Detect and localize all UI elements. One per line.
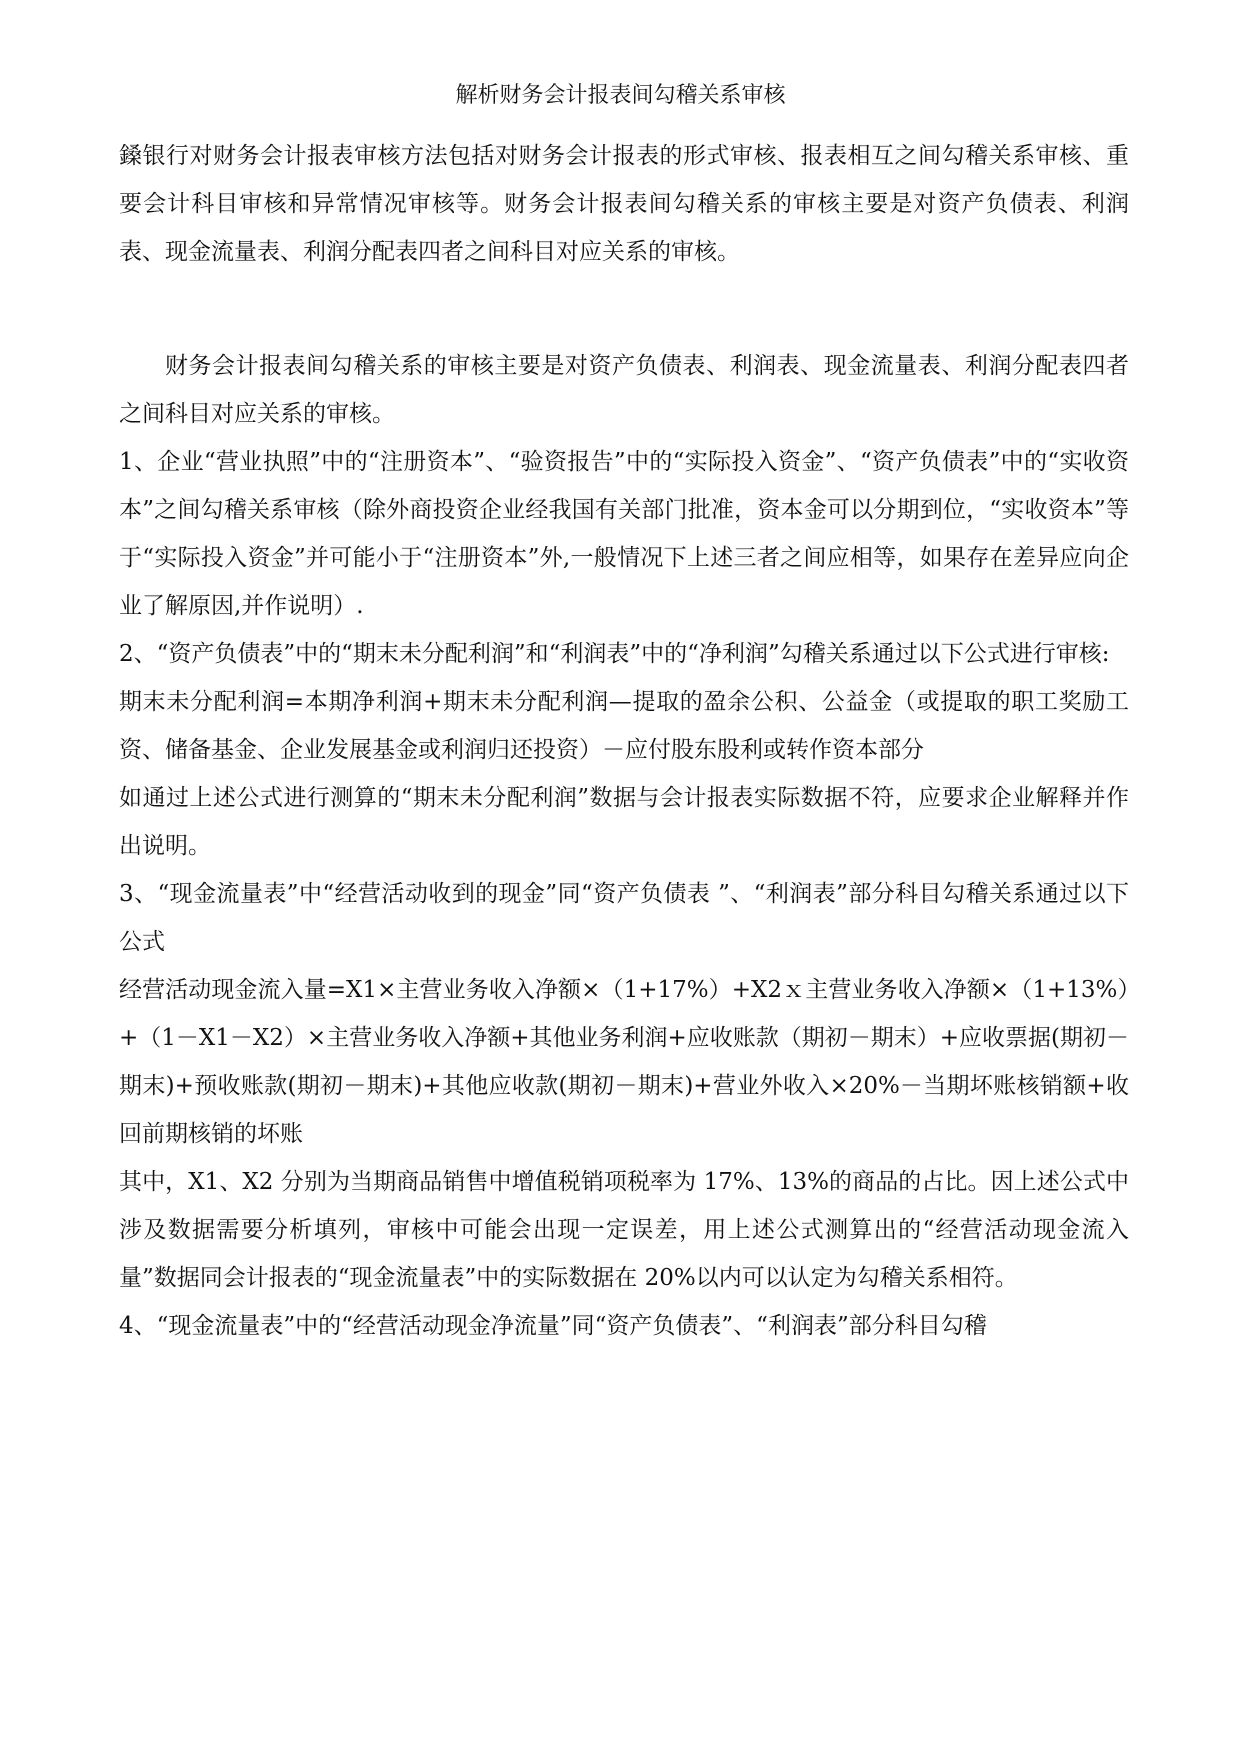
paragraph-gap	[119, 276, 1129, 342]
document-title: 解析财务会计报表间勾稽关系审核	[455, 83, 786, 108]
paragraph-formula-1: 期末未分配利润=本期净利润+期末未分配利润—提取的盈余公积、公益金（或提取的职工奖励工资、储备基金、企业发展基金或利润归还投资）－应付股东股利或转作资本部分	[119, 689, 1129, 763]
paragraph-item-1: 1、企业“营业执照”中的“注册资本”、“验资报告”中的“实际投入资金”、“资产负债表”中的“实收资本”之间勾稽关系审核（除外商投资企业经我国有关部门批准，资本金可以分期到位，“实收资本”等于“实际投入资金”并可能小于“注册资本”外,一般情况下上述三者之间应相等，如果存在差异应向企业了解原因,并作说明）.	[119, 449, 1129, 619]
paragraph-intro: 鎟银行对财务会计报表审核方法包括对财务会计报表的形式审核、报表相互之间勾稽关系审核、重要会计科目审核和异常情况审核等。财务会计报表间勾稽关系的审核主要是对资产负债表、利润表、现金流量表、利润分配表四者之间科目对应关系的审核。	[119, 143, 1129, 265]
paragraph-formula-2: 经营活动现金流入量=X1×主营业务收入净额×（1+17%）+X2ｘ主营业务收入净额×（1+13%）+（1－X1－X2）×主营业务收入净额+其他业务利润+应收账款（期初－期末）+应收票据(期初－期末)+预收账款(期初－期末)+其他应收款(期初－期末)+营业外收入×20%－当期坏账核销额+收回前期核销的坏账	[119, 977, 1129, 1147]
paragraph-note-2: 其中，X1、X2 分别为当期商品销售中增值税销项税率为 17%、13%的商品的占比。因上述公式中涉及数据需要分析填列，审核中可能会出现一定误差，用上述公式测算出的“经营活动现金流入量”数据同会计报表的“现金流量表”中的实际数据在 20%以内可以认定为勾稽关系相符。	[119, 1169, 1129, 1291]
paragraph-summary: 财务会计报表间勾稽关系的审核主要是对资产负债表、利润表、现金流量表、利润分配表四者之间科目对应关系的审核。	[119, 353, 1129, 427]
paragraph-item-3: 3、“现金流量表”中“经营活动收到的现金”同“资产负债表 ”、“利润表”部分科目勾稽关系通过以下公式	[119, 881, 1129, 955]
paragraph-note-1: 如通过上述公式进行测算的“期末未分配利润”数据与会计报表实际数据不符，应要求企业解释并作出说明。	[119, 785, 1129, 859]
document-body	[119, 132, 1129, 1350]
paragraph-item-2: 2、“资产负债表”中的“期末未分配利润”和“利润表”中的“净利润”勾稽关系通过以下公式进行审核:	[119, 641, 1110, 667]
paragraph-item-4: 4、“现金流量表”中的“经营活动现金净流量”同“资产负债表”、“利润表”部分科目勾稽	[119, 1313, 987, 1339]
